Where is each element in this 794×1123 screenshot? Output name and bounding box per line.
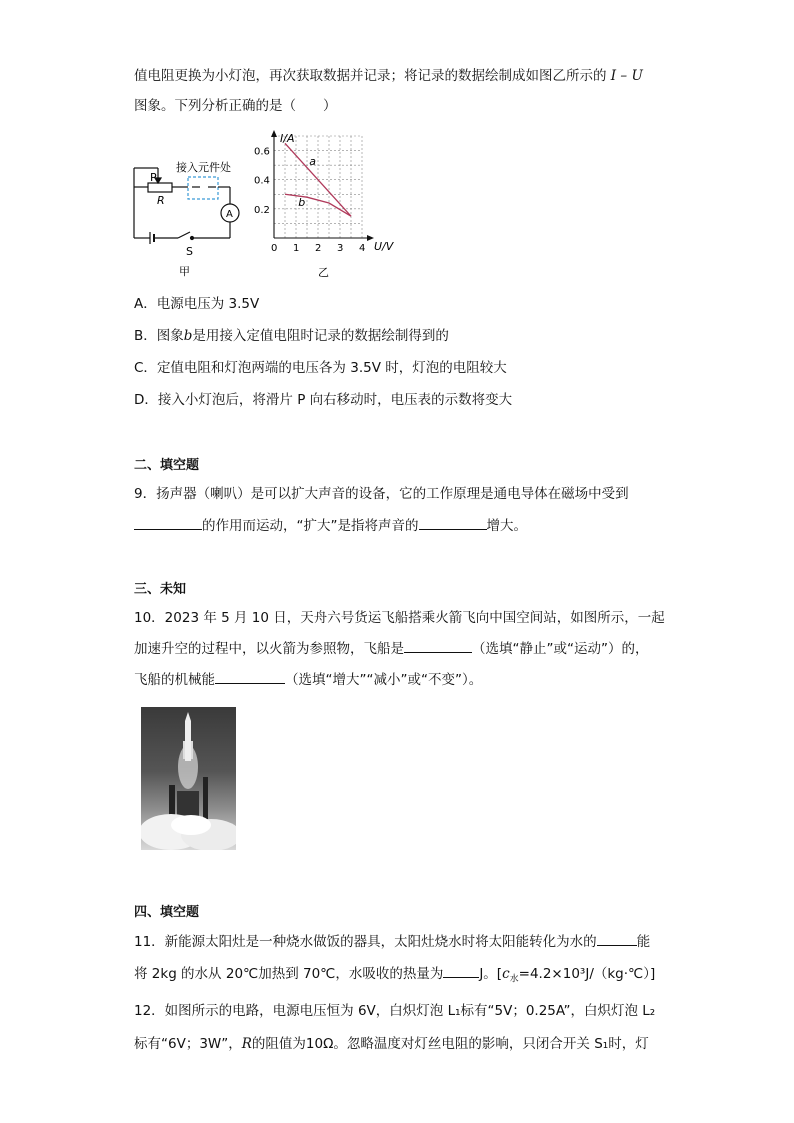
- q12-line1: 12．如图所示的电路，电源电压恒为 6V，白炽灯泡 L₁标有“5V；0.25A”，白炽灯泡 L₂: [134, 1003, 656, 1019]
- q11-tail: =4.2×10³J/（kg·℃）]: [518, 966, 656, 982]
- option-d-text: 接入小灯泡后，将滑片 P 向右移动时，电压表的示数将变大: [157, 392, 513, 408]
- q10-line2-post: （选填“静止”或“运动”）的，: [472, 641, 649, 657]
- slider-p-label: P: [150, 171, 157, 184]
- q10-line3: [134, 669, 482, 690]
- q12-line2-pre: 标有“6V；3W”，: [134, 1036, 242, 1052]
- q12-line2-post: 的阻值为10Ω。忽略温度对灯丝电阻的影响，只闭合开关 S₁时，灯: [251, 1036, 649, 1052]
- y-tick-label: 0.4: [254, 175, 270, 187]
- q9-blank-2[interactable]: [419, 515, 487, 530]
- q11-blank-1[interactable]: [597, 931, 637, 946]
- x-tick-label: 0: [271, 243, 278, 254]
- option-c-text: 定值电阻和灯泡两端的电压各为 3.5V 时，灯泡的电阻较大: [156, 360, 507, 376]
- q10-line3-post: （选填“增大”“减小”或“不变”）。: [285, 672, 483, 688]
- q11-line2-post: J。[: [479, 966, 503, 982]
- option-c-letter: C．: [134, 360, 157, 376]
- iu-graph: [252, 126, 402, 278]
- q12-r-symbol: R: [241, 1036, 252, 1052]
- section-4-heading: 四、填空题: [134, 905, 200, 920]
- x-tick-label: 4: [359, 243, 366, 254]
- q9-mid-text: 的作用而运动，“扩大”是指将声音的: [202, 518, 419, 534]
- circuit-diagram: [128, 154, 248, 278]
- circuit-caption: 甲: [179, 265, 190, 278]
- q10-line3-pre: 飞船的机械能: [134, 672, 215, 688]
- q10-line2: [134, 638, 648, 659]
- q9-line1: 9．扬声器（喇叭）是可以扩大声音的设备，它的工作原理是通电导体在磁场中受到: [134, 486, 629, 502]
- option-d[interactable]: [134, 390, 512, 410]
- q11-line2-pre: 将 2kg 的水从 20℃加热到 70℃，水吸收的热量为: [134, 966, 444, 982]
- q11-line1-post: 能: [636, 934, 651, 950]
- q11-line2: [134, 963, 655, 990]
- option-b-text-post: 是用接入定值电阻时记录的数据绘制得到的: [192, 328, 449, 344]
- series-label-b: b: [298, 195, 306, 209]
- x-tick-label: 1: [293, 243, 300, 254]
- option-b-text-pre: 图象: [156, 328, 184, 344]
- q8-intro-text: 值电阻更换为小灯泡，再次获取数据并记录；将记录的数据绘制成如图乙所示的: [134, 68, 607, 84]
- q9-blank-1[interactable]: [134, 515, 202, 530]
- option-b[interactable]: [134, 326, 449, 346]
- q12-line2: [134, 1034, 649, 1054]
- q9-end-text: 增大。: [486, 518, 527, 534]
- option-b-var: b: [183, 328, 193, 344]
- q8-iu-symbol: I – U: [610, 68, 643, 84]
- q11-blank-2[interactable]: [443, 963, 479, 978]
- x-tick-label: 3: [337, 243, 344, 254]
- section-2-heading: 二、填空题: [134, 458, 200, 473]
- q10-line2-pre: 加速升空的过程中，以火箭为参照物，飞船是: [134, 641, 404, 657]
- q8-intro-line2: 图象。下列分析正确的是（ ）: [134, 98, 337, 114]
- section-3-heading: 三、未知: [134, 582, 187, 597]
- y-tick-label: 0.2: [254, 204, 270, 216]
- rocket-launch-image: [141, 707, 236, 850]
- slot-label: 接入元件处: [176, 161, 231, 174]
- option-c[interactable]: [134, 358, 507, 378]
- rheostat-r-label: R: [157, 194, 165, 207]
- option-d-letter: D．: [134, 392, 158, 408]
- x-tick-label: 2: [315, 243, 322, 254]
- x-axis-label: U/V: [374, 240, 394, 253]
- q9-line2: [134, 515, 527, 536]
- q8-intro-line1: [134, 66, 643, 86]
- graph-caption: 乙: [318, 266, 329, 278]
- option-a-letter: A．: [134, 296, 157, 312]
- q11-c-symbol: c: [502, 966, 510, 982]
- q11-line1-pre: 11．新能源太阳灶是一种烧水做饭的器具，太阳灶烧水时将太阳能转化为水的: [134, 934, 597, 950]
- y-tick-label: 0.6: [254, 146, 270, 158]
- ammeter-label: A: [226, 209, 233, 220]
- option-a[interactable]: [134, 294, 259, 314]
- series-label-a: a: [309, 155, 316, 169]
- q11-line1: [134, 931, 650, 952]
- q11-c-subscript: 水: [509, 974, 519, 985]
- option-b-letter: B．: [134, 328, 157, 344]
- q10-blank-2[interactable]: [215, 669, 285, 684]
- y-axis-label: I/A: [280, 132, 295, 145]
- q10-line1: 10．2023 年 5 月 10 日，天舟六号货运飞船搭乘火箭飞向中国空间站，如图所示，一起: [134, 610, 665, 626]
- q10-blank-1[interactable]: [404, 638, 472, 653]
- switch-s-label: S: [186, 245, 193, 258]
- option-a-text: 电源电压为 3.5V: [156, 296, 260, 312]
